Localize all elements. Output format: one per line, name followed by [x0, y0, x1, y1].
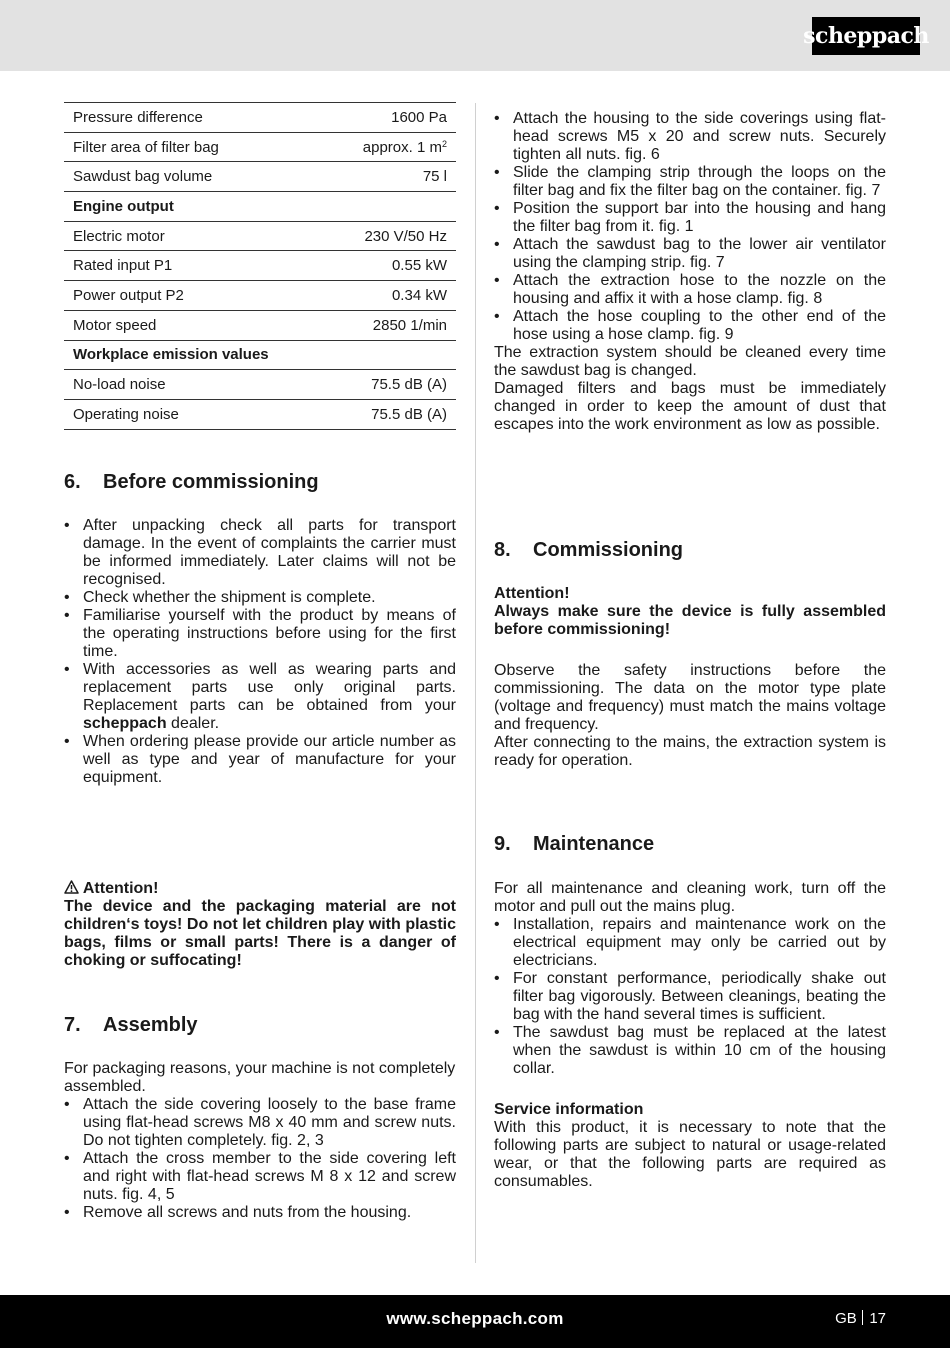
spec-label: Pressure difference [64, 103, 329, 133]
spec-label: Motor speed [64, 310, 329, 340]
damaged-filter-note: Damaged filters and bags must be immediately changed in order to keep the amount of dust that escapes into the work environment as low as possible. [494, 380, 886, 433]
children-warning [64, 880, 456, 970]
section-6-list [64, 517, 456, 787]
commissioning-ready-text: After connecting to the mains, the extraction system is ready for operation. [494, 733, 886, 769]
list-item: • Familiarise yourself with the product by means of the operating instructions before using for the first time. [64, 607, 456, 661]
table-row [64, 251, 456, 281]
spec-value: 0.34 kW [329, 281, 456, 311]
table-row [64, 192, 456, 222]
footer-bar [0, 1295, 950, 1348]
service-info-title: Service information [494, 1100, 644, 1118]
section-8-heading: 8. Commissioning [494, 539, 684, 561]
spec-value [329, 192, 456, 222]
spec-label: Operating noise [64, 399, 329, 429]
list-item: • Attach the sawdust bag to the lower air ventilator using the clamping strip. fig. 7 [494, 236, 886, 272]
warning-text: The device and the packaging material are not children‘s toys! Do not let children play with plastic bags, films or small parts! There is a danger of choking or suffocating! [64, 898, 456, 969]
spec-value: 0.55 kW [329, 251, 456, 281]
table-row [64, 340, 456, 370]
list-item: • Position the support bar into the housing and hang the filter bag from it. fig. 1 [494, 200, 886, 236]
table-row [64, 162, 456, 192]
list-item: • Attach the hose coupling to the other end of the hose using a hose clamp. fig. 9 [494, 308, 886, 344]
service-info-text: With this product, it is necessary to note that the following parts are subject to natural or usage-related wear, or that the following parts are required as consumables. [494, 1118, 886, 1190]
spec-label: Engine output [64, 192, 329, 222]
section-9-body [494, 880, 886, 1191]
list-item: • When ordering please provide our article number as well as type and year of manufacture for your equipment. [64, 733, 456, 787]
list-item: • Remove all screws and nuts from the housing. [64, 1204, 456, 1222]
table-row [64, 399, 456, 429]
list-item: • Attach the cross member to the side covering left and right with flat-head screws M 8 x 12 and screw nuts. fig. 4, 5 [64, 1150, 456, 1204]
spec-label: Rated input P1 [64, 251, 329, 281]
section-7-continued [494, 110, 886, 434]
list-item: • For constant performance, periodically shake out filter bag vigorously. Between cleanings, beating the bag with the hand several times is sufficient. [494, 970, 886, 1024]
column-divider [475, 103, 476, 1263]
section-9-heading: 9. Maintenance [494, 833, 655, 855]
spec-label: Power output P2 [64, 281, 329, 311]
table-row [64, 310, 456, 340]
list-item: • Installation, repairs and maintenance work on the electrical equipment may only be carried out by electricians. [494, 916, 886, 970]
section-6-heading: 6. Before commissioning [64, 471, 319, 493]
spec-value: 1600 Pa [329, 103, 456, 133]
technical-data-table [64, 102, 456, 430]
spec-value: 75 l [329, 162, 456, 192]
spec-value: 75.5 dB (A) [329, 370, 456, 400]
spec-label: Electric motor [64, 221, 329, 251]
spec-label: Workplace emission values [64, 340, 329, 370]
spec-value: 75.5 dB (A) [329, 399, 456, 429]
list-item: • Check whether the shipment is complete. [64, 589, 456, 607]
website-link[interactable]: www.scheppach.com [386, 1309, 564, 1328]
table-row [64, 103, 456, 133]
commissioning-text: Observe the safety instructions before the commissioning. The data on the motor type plate (voltage and frequency) must match the mains voltage and frequency. [494, 661, 886, 733]
list-item: • Slide the clamping strip through the loops on the filter bag and fix the filter bag on the container. fig. 7 [494, 164, 886, 200]
page-number: GB 17 [835, 1310, 886, 1327]
attention-title: Attention! [494, 585, 570, 602]
maintenance-intro: For all maintenance and cleaning work, turn off the motor and pull out the mains plug. [494, 880, 886, 915]
warning-triangle-icon [64, 880, 79, 894]
spec-value: 230 V/50 Hz [329, 221, 456, 251]
spec-value: 2850 1/min [329, 310, 456, 340]
spec-value [329, 340, 456, 370]
brand-logo: scheppach [812, 17, 920, 55]
section-7-heading: 7. Assembly [64, 1014, 198, 1036]
attention-text: Always make sure the device is fully assembled before commissioning! [494, 603, 886, 638]
spec-label: Sawdust bag volume [64, 162, 329, 192]
list-item: • With accessories as well as wearing parts and replacement parts use only original parts. Replacement parts can be obtained from your scheppach dealer. [64, 661, 456, 733]
cleaning-note: The extraction system should be cleaned every time the sawdust bag is changed. [494, 344, 886, 379]
table-row [64, 221, 456, 251]
section-7-body [64, 1060, 456, 1222]
list-item: • Attach the housing to the side coverings using flat-head screws M5 x 20 and screw nuts. Securely tighten all nuts. fig. 6 [494, 110, 886, 164]
section-8-body [494, 585, 886, 770]
spec-label: Filter area of filter bag [64, 132, 329, 162]
spec-label: No-load noise [64, 370, 329, 400]
list-item: • Attach the extraction hose to the nozzle on the housing and affix it with a hose clamp. fig. 8 [494, 272, 886, 308]
header-bar [0, 0, 950, 71]
table-row [64, 281, 456, 311]
table-row [64, 132, 456, 162]
warning-title: Attention! [82, 880, 159, 897]
table-row [64, 370, 456, 400]
list-item: • The sawdust bag must be replaced at the latest when the sawdust is within 10 cm of the housing collar. [494, 1024, 886, 1078]
list-item: • After unpacking check all parts for transport damage. In the event of complaints the carrier must be informed immediately. Later claims will not be recognised. [64, 517, 456, 589]
spec-value: approx. 1 $m^2$ [329, 132, 456, 162]
list-item: • Attach the side covering loosely to the base frame using flat-head screws M8 x 40 mm and screw nuts. Do not tighten completely. fig. 2, 3 [64, 1096, 456, 1150]
assembly-intro: For packaging reasons, your machine is not completely assembled. [64, 1060, 456, 1095]
